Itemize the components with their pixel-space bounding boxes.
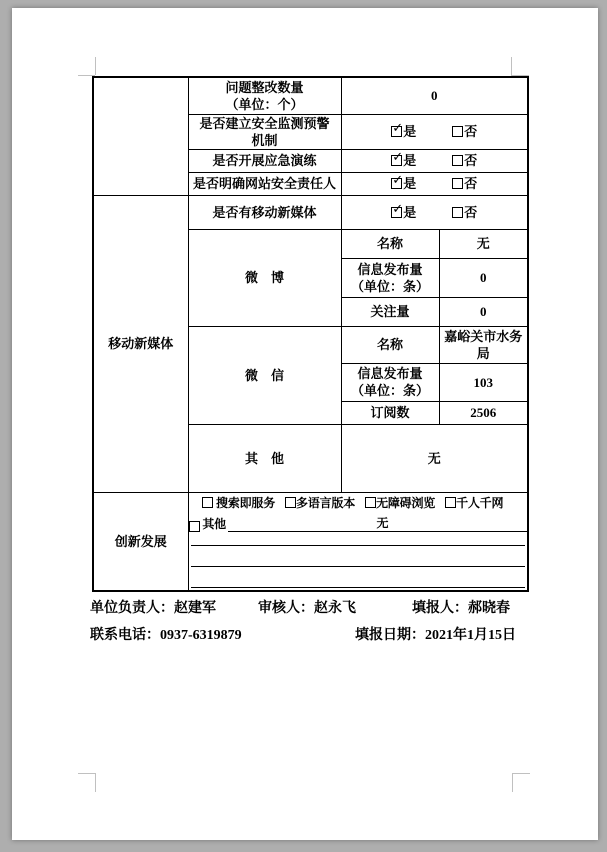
innovation-option-accessibility	[365, 496, 435, 510]
document-page	[12, 8, 598, 840]
contact-phone	[90, 628, 242, 644]
cell-weibo-followers-label: 关注量	[341, 297, 439, 326]
checkbox-yes-icon[interactable]	[391, 155, 402, 166]
checkbox-icon[interactable]	[445, 497, 456, 508]
innovation-option-label: 搜索即服务	[216, 495, 276, 510]
cell-wechat-label: 微 信	[188, 326, 341, 424]
cell-weibo-posts-value: 0	[439, 258, 528, 297]
cell-other-media-label: 其 他	[188, 424, 341, 492]
innovation-option-search	[202, 496, 275, 510]
cell-wechat-posts-value: 103	[439, 363, 528, 401]
crop-mark-bottom-right-v	[512, 773, 513, 792]
innovation-option-label: 多语言版本	[296, 495, 356, 510]
monitor-label-line1: 是否建立安全监测预警	[199, 115, 330, 131]
cell-weibo-name-value: 无	[439, 229, 528, 258]
innovation-options-row	[189, 495, 528, 511]
yes-label: 是	[403, 124, 417, 139]
checkbox-no-icon[interactable]	[452, 207, 463, 218]
filler-value: 郝晓春	[468, 601, 510, 616]
cell-innovation-content	[188, 492, 528, 591]
yes-no-group-drill	[391, 153, 477, 168]
cell-wechat-name-label: 名称	[341, 326, 439, 363]
date-value: 2021年1月15日	[425, 628, 516, 643]
phone-value: 0937-6319879	[160, 628, 242, 643]
checkbox-yes-icon[interactable]	[391, 178, 402, 189]
cell-weibo-posts-label	[341, 258, 439, 297]
responsible-value: 赵建军	[174, 601, 216, 616]
innovation-option-personalized	[445, 496, 503, 510]
cell-innovation-header: 创新发展	[93, 492, 188, 591]
checkbox-icon[interactable]	[202, 497, 213, 508]
crop-mark-bottom-left-h	[78, 773, 95, 774]
checkbox-yes-icon[interactable]	[391, 207, 402, 218]
checkbox-icon[interactable]	[189, 521, 200, 532]
innovation-other-row	[189, 515, 528, 532]
yes-no-group-owner	[391, 176, 477, 191]
cell-wechat-name-value: 嘉峪关市水务局	[439, 326, 528, 363]
checkbox-no-icon[interactable]	[452, 126, 463, 137]
cell-drill-label: 是否开展应急演练	[188, 149, 341, 172]
phone-label: 联系电话：	[90, 628, 160, 643]
checkbox-icon[interactable]	[285, 497, 296, 508]
crop-mark-top-left-v	[95, 57, 96, 75]
yes-no-group-monitor	[391, 124, 477, 139]
innovation-other-label: 其他	[202, 516, 226, 531]
cell-weibo-followers-value: 0	[439, 297, 528, 326]
cell-monitor-value	[341, 114, 528, 149]
weibo-posts-label-line2: （单位：条）	[350, 278, 429, 294]
rectify-label-line1: 问题整改数量	[225, 79, 304, 95]
wechat-posts-label-line1: 信息发布量	[357, 366, 423, 381]
report-date	[355, 628, 516, 644]
yes-label: 是	[403, 153, 417, 168]
innovation-option-label: 无障碍浏览	[376, 495, 436, 510]
cell-rectify-value: 0	[341, 77, 528, 114]
cell-wechat-posts-label	[341, 363, 439, 401]
cell-section-blank	[93, 77, 188, 195]
auditor-value: 赵永飞	[314, 601, 356, 616]
fill-in-line	[191, 567, 526, 588]
auditor-person	[258, 601, 356, 617]
wechat-posts-label-line2: （单位：条）	[350, 383, 429, 398]
cell-weibo-name-label: 名称	[341, 229, 439, 258]
filler-person	[412, 601, 510, 617]
innovation-option-multilang	[285, 496, 355, 510]
monitor-label-line2: 机制	[251, 132, 278, 148]
no-label: 否	[464, 176, 478, 191]
checkbox-no-icon[interactable]	[452, 155, 463, 166]
responsible-label: 单位负责人：	[90, 601, 174, 616]
responsible-person	[90, 601, 216, 617]
cell-weibo-label: 微 博	[188, 229, 341, 326]
yes-label: 是	[403, 204, 417, 220]
fill-in-line	[191, 546, 526, 567]
crop-mark-bottom-left-v	[95, 773, 96, 792]
cell-has-mobile-label: 是否有移动新媒体	[188, 195, 341, 229]
filler-label: 填报人：	[412, 601, 468, 616]
no-label: 否	[464, 204, 478, 220]
cell-owner-label: 是否明确网站安全责任人	[188, 172, 341, 195]
cell-monitor-label	[188, 114, 341, 149]
yes-no-group-has-mobile	[391, 205, 477, 220]
no-label: 否	[464, 124, 478, 139]
crop-mark-bottom-right-h	[512, 773, 530, 774]
checkbox-icon[interactable]	[365, 497, 376, 508]
innovation-other-fill-in[interactable]: 无	[228, 515, 527, 532]
cell-wechat-subs-value: 2506	[439, 401, 528, 424]
cell-mobile-header: 移动新媒体	[93, 195, 188, 492]
cell-other-media-value: 无	[341, 424, 528, 492]
fill-in-line	[191, 532, 526, 546]
checkbox-no-icon[interactable]	[452, 178, 463, 189]
innovation-option-label: 千人千网	[456, 495, 504, 510]
report-table	[92, 76, 529, 592]
crop-mark-top-right-v	[511, 57, 512, 75]
cell-rectify-label	[188, 77, 341, 114]
cell-wechat-subs-label: 订阅数	[341, 401, 439, 424]
cell-drill-value	[341, 149, 528, 172]
weibo-posts-label-line1: 信息发布量	[357, 261, 423, 277]
cell-owner-value	[341, 172, 528, 195]
no-label: 否	[464, 153, 478, 168]
yes-label: 是	[403, 176, 417, 191]
auditor-label: 审核人：	[258, 601, 314, 616]
date-label: 填报日期：	[355, 628, 425, 643]
cell-has-mobile-value	[341, 195, 528, 229]
rectify-label-line2: （单位：个）	[225, 96, 304, 112]
checkbox-yes-icon[interactable]	[391, 126, 402, 137]
